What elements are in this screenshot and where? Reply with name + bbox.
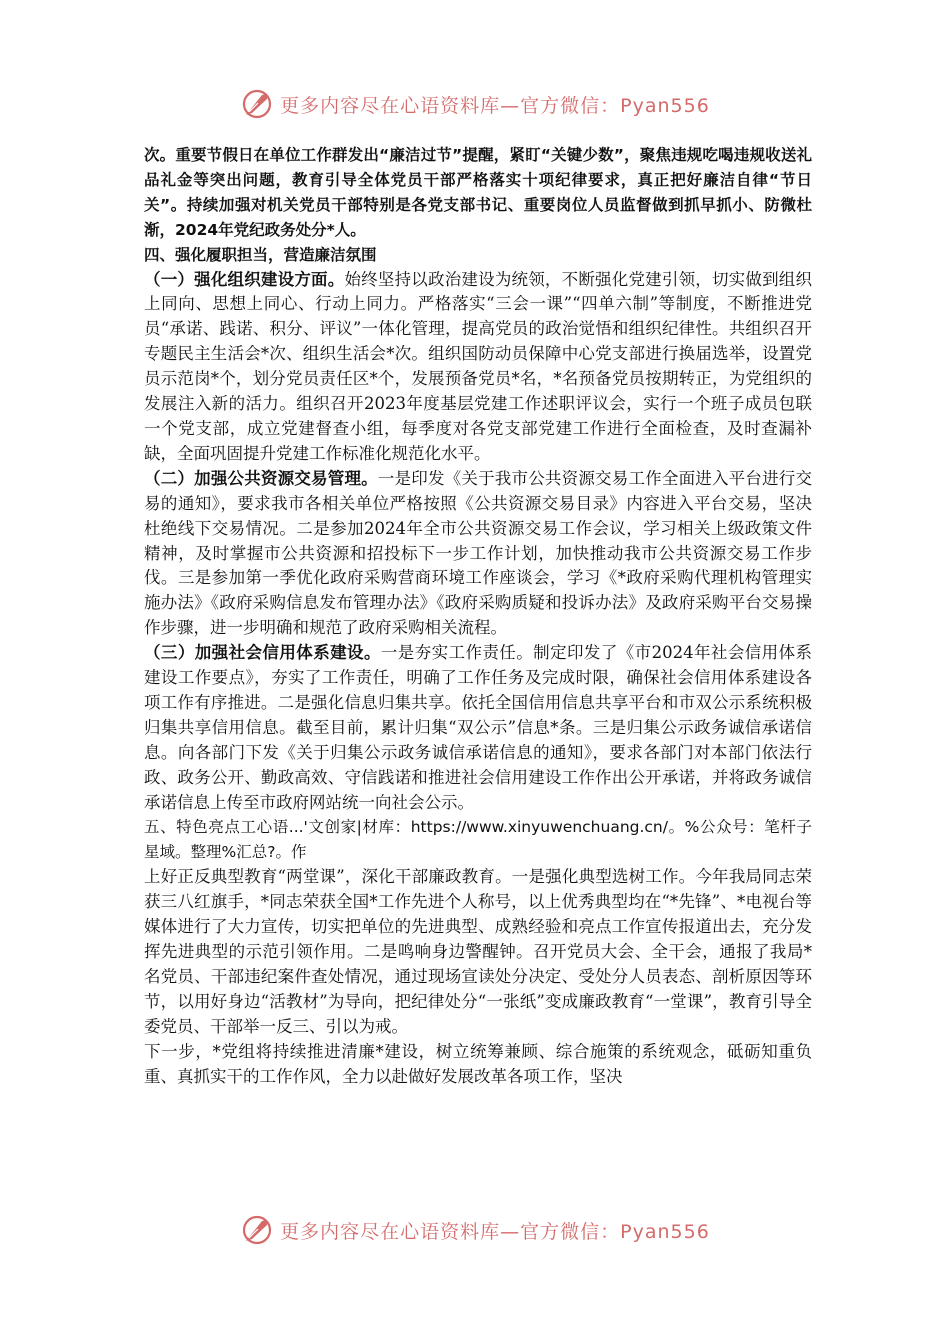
- document-body: [144, 143, 812, 1089]
- intro-paragraph: 次。重要节假日在单位工作群发出“廉洁过节”提醒，紧盯“关键少数”，聚焦违规吃喝违规收送礼品礼金等突出问题，教育引导全体党员干部严格落实十项纪律要求，真正把好廉洁自律“节日关”。持续加强对机关党员干部特别是各党支部书记、重要岗位人员监督做到抓早抓小、防微杜渐，2024年党纪政务处分*人。: [144, 146, 812, 239]
- paragraph-next-step: 下一步，*党组将持续推进清廉*建设，树立统筹兼顾、综合施策的系统观念，砥砺知重负重、真抓实干的工作作风，全力以赴做好发展改革各项工作，坚决: [144, 1041, 812, 1086]
- paragraph-lead: （二）加强公共资源交易管理。: [144, 468, 378, 488]
- section-heading-4: 四、强化履职担当，营造廉洁氛围: [144, 245, 377, 264]
- paragraph-typical-education: 上好正反典型教育“两堂课”，深化干部廉政教育。一是强化典型选树工作。今年我局同志荣获三八红旗手，*同志荣获全国*工作先进个人称号，以上优秀典型均在“*先锋”、*电视台等媒体进行了大力宣传，切实把单位的先进典型、成熟经验和亮点工作宣传报道出去，充分发挥先进典型的示范引领作用。二是鸣响身边警醒钟。召开党员大会、全干会，通报了我局*名党员、干部违纪案件查处情况，通过现场宣读处分决定、受处分人员表态、剖析原因等环节，以用好身边“活教材”为导向，把纪律处分“一张纸”变成廉政教育“一堂课”，教育引导全委党员、干部举一反三、引以为戒。: [144, 867, 812, 1036]
- paragraph-lead: （三）加强社会信用体系建设。: [144, 643, 381, 663]
- quill-logo-icon: [240, 87, 274, 121]
- paragraph-text: 一是夯实工作责任。制定印发了《市2024年社会信用体系建设工作要点》，夯实了工作责任，明确了工作任务及完成时限，确保社会信用体系建设各项工作有序推进。二是强化信息归集共享。依托全国信用信息共享平台和市双公示系统积极归集共享信用信息。截至目前，累计归集“双公示”信息*条。三是归集公示政务诚信承诺信息。向各部门下发《关于归集公示政务诚信承诺信息的通知》，要求各部门对本部门依法行政、政务公开、勤政高效、守信践诺和推进社会信用建设工作作出公开承诺，并将政务诚信承诺信息上传至市政府网站统一向社会公示。: [144, 643, 813, 812]
- paragraph-social-credit: [144, 641, 812, 815]
- paragraph-text: 始终坚持以政治建设为统领，不断强化党建引领，切实做到组织上同向、思想上同心、行动上同力。严格落实“三会一课”“四单六制”等制度，不断推进党员“承诺、践诺、积分、评议”一体化管理，提高党员的政治觉悟和组织纪律性。共组织召开专题民主生活会*次、组织生活会*次。组织国防动员保障中心党支部进行换届选举，设置党员示范岗*个，划分党员责任区*个，发展预备党员*名，*名预备党员按期转正，为党组织的发展注入新的活力。组织召开2023年度基层党建工作述职评议会，实行一个班子成员包联一个党支部，成立党建督查小组，每季度对各党支部党建工作进行全面检查，及时查漏补缺，全面巩固提升党建工作标准化规范化水平。: [144, 269, 813, 463]
- section-heading-5: 五、特色亮点工心语...'文创家|材库：https://www.xinyuwenchuang.cn/。%公众号：笔杆子星域。整理%汇总?。作: [144, 818, 812, 862]
- banner-text: 更多内容尽在心语资料库—官方微信：Pyan556: [280, 1220, 710, 1243]
- banner-text: 更多内容尽在心语资料库—官方微信：Pyan556: [280, 94, 710, 117]
- quill-logo-icon: [240, 1213, 274, 1247]
- top-banner: [0, 82, 950, 126]
- bottom-banner: [0, 1208, 950, 1252]
- paragraph-text: 一是印发《关于我市公共资源交易工作全面进入平台进行交易的通知》，要求我市各相关单位严格按照《公共资源交易目录》内容进入平台交易，坚决杜绝线下交易情况。二是参加2024年全市公共资源交易工作会议，学习相关上级政策文件精神，及时掌握市公共资源和招投标下一步工作计划，加快推动我市公共资源交易工作步伐。三是参加第一季优化政府采购营商环境工作座谈会，学习《*政府采购代理机构管理实施办法》《政府采购信息发布管理办法》《政府采购质疑和投诉办法》及政府采购平台交易操作步骤，进一步明确和规范了政府采购相关流程。: [144, 468, 813, 638]
- paragraph-org-building: [144, 268, 812, 467]
- paragraph-public-resources: [144, 467, 812, 641]
- paragraph-lead: （一）强化组织建设方面。: [144, 269, 345, 289]
